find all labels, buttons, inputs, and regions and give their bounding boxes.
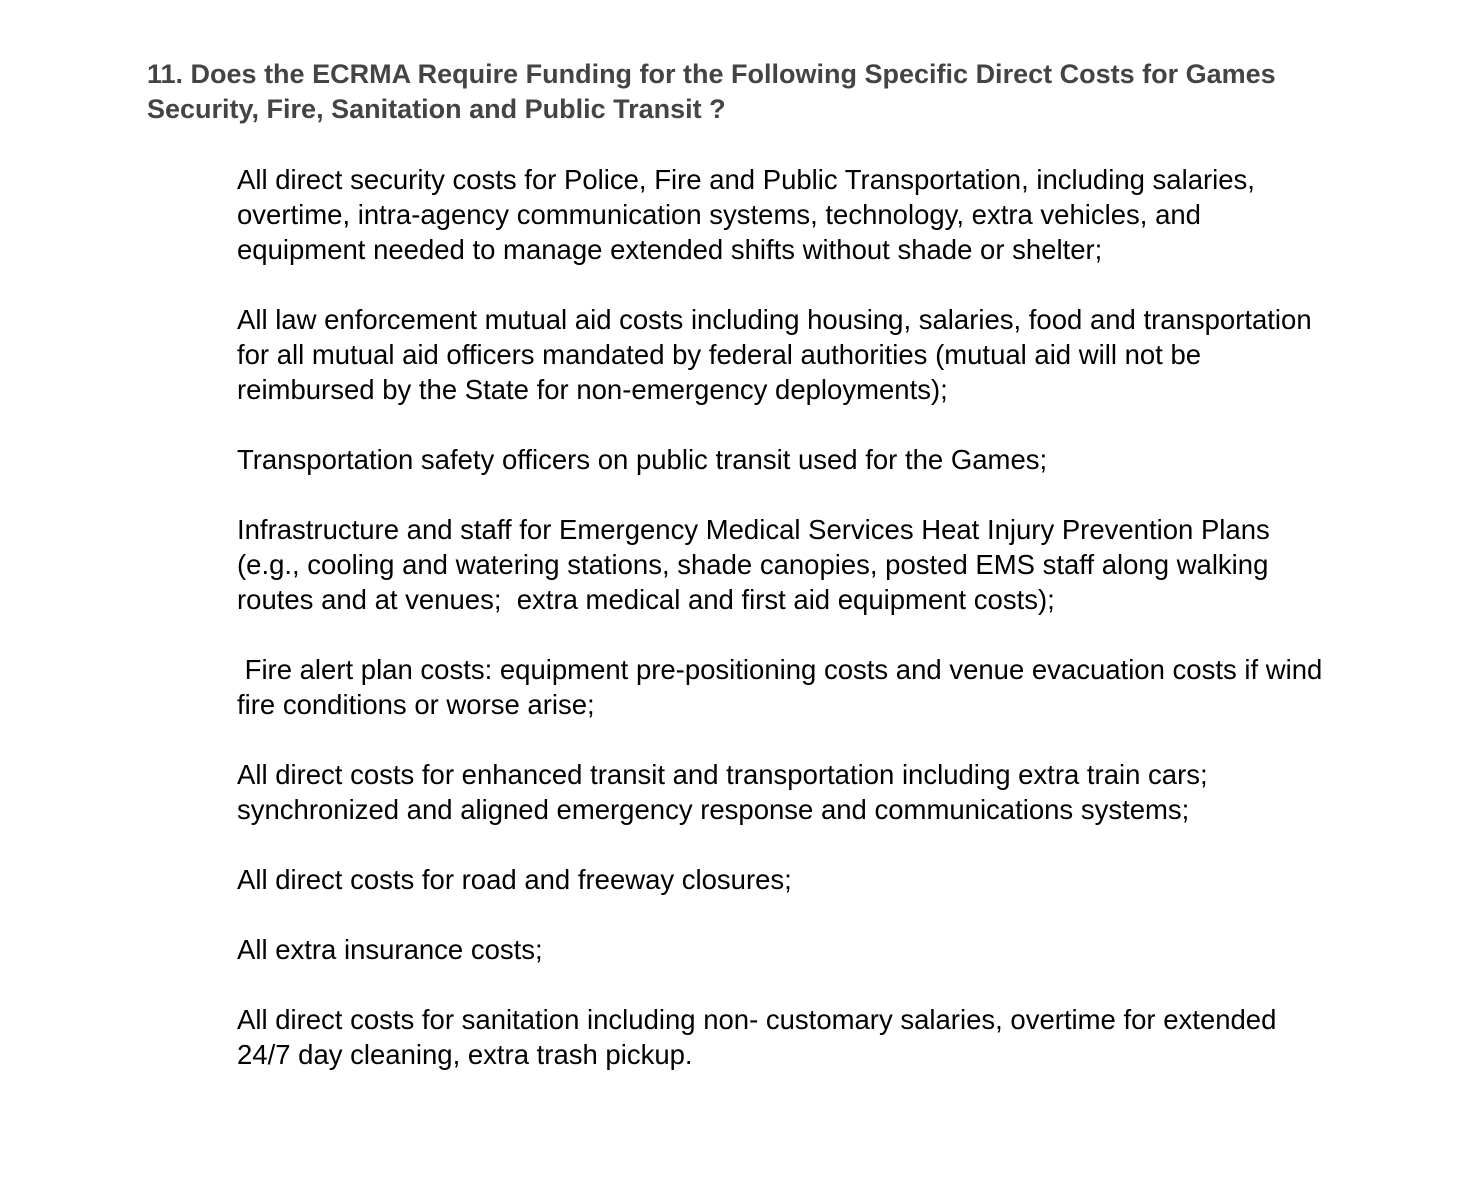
cost-item-insurance: All extra insurance costs; <box>237 934 543 965</box>
cost-item-enhanced-transit: All direct costs for enhanced transit and transportation including extra train cars; synchronized and aligned emergency response and communications systems; <box>237 759 1216 825</box>
cost-list <box>147 162 1330 1072</box>
cost-item-sanitation: All direct costs for sanitation including non- customary salaries, overtime for extended 24/7 day cleaning, extra trash pickup. <box>237 1004 1285 1070</box>
question-heading: 11. Does the ECRMA Require Funding for the Following Specific Direct Costs for Games Security, Fire, Sanitation and Public Transit ? <box>147 59 1276 124</box>
document-page <box>147 57 1330 1072</box>
cost-item-ems-heat: Infrastructure and staff for Emergency Medical Services Heat Injury Prevention Plans (e.g., cooling and watering stations, shade canopies, posted EMS staff along walking routes and at venues; extra medical and first aid equipment costs); <box>237 514 1284 615</box>
cost-item-transit-safety: Transportation safety officers on public transit used for the Games; <box>237 444 1048 475</box>
cost-item-mutual-aid: All law enforcement mutual aid costs including housing, salaries, food and transportation for all mutual aid officers mandated by federal authorities (mutual aid will not be reimbursed by the State for non-emergency deployments); <box>237 304 1320 405</box>
cost-item-security: All direct security costs for Police, Fire and Public Transportation, including salaries, overtime, intra-agency communication systems, technology, extra vehicles, and equipment needed to manage extended shifts without shade or shelter; <box>237 164 1263 265</box>
cost-item-fire-alert: Fire alert plan costs: equipment pre-positioning costs and venue evacuation costs if wind fire conditions or worse arise; <box>237 654 1330 720</box>
cost-item-road-closures: All direct costs for road and freeway closures; <box>237 864 792 895</box>
